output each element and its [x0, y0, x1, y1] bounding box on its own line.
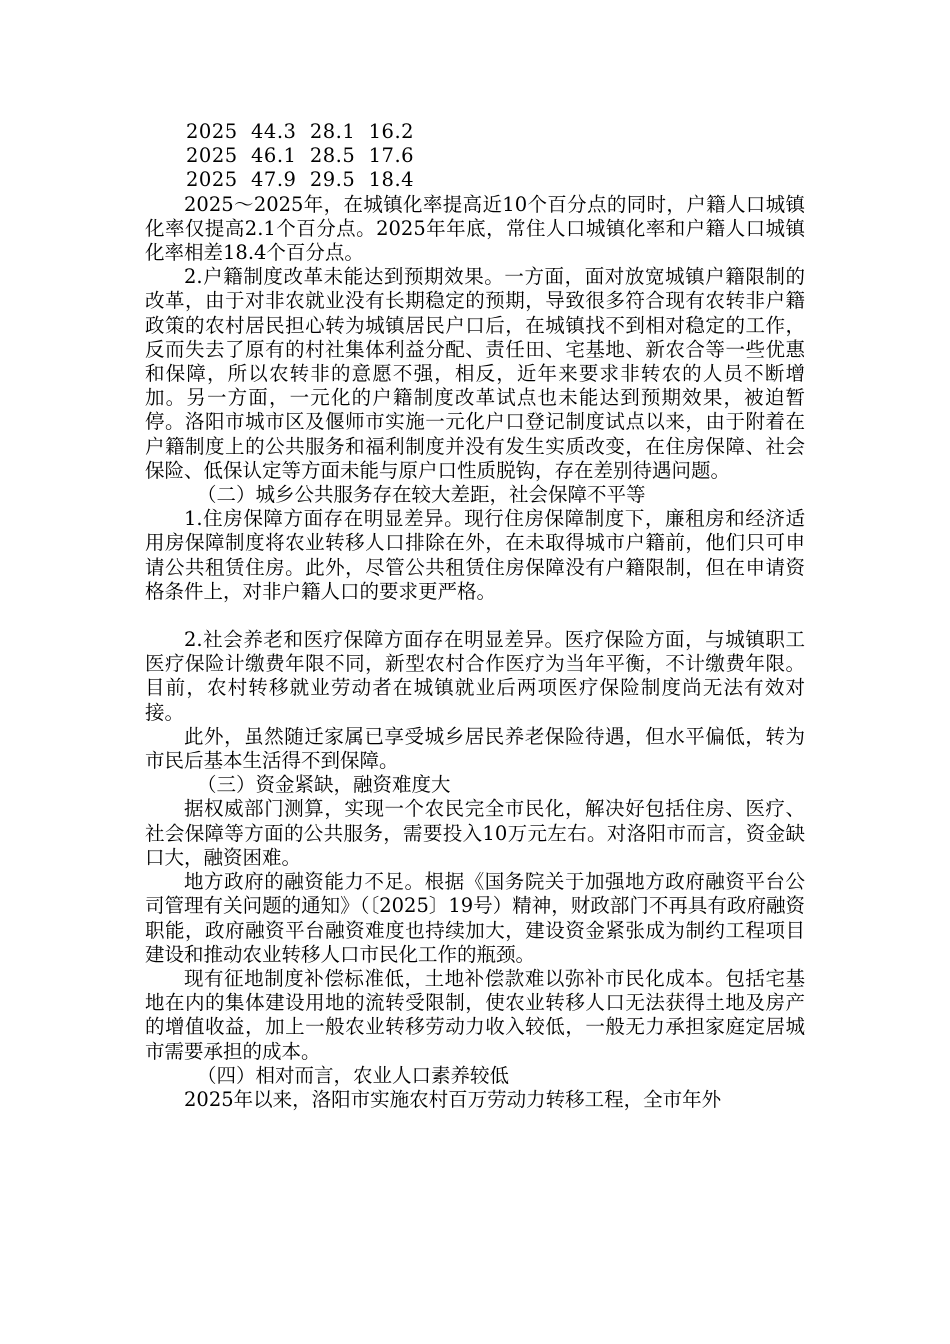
section-heading: （四）相对而言，农业人口素养较低	[197, 1063, 510, 1087]
section-heading: （三）资金紧缺，融资难度大	[197, 773, 451, 797]
paragraph: 此外，虽然随迁家属已享受城乡居民养老保险待遇，但水平偏低，转为市民后基本生活得不到保障。	[145, 724, 805, 773]
paragraph-spacer	[145, 604, 805, 628]
document-page	[145, 120, 805, 1112]
paragraph: 2025～2025年，在城镇化率提高近10个百分点的同时，户籍人口城镇化率仅提高2.1个百分点。2025年年底，常住人口城镇化率和户籍人口城镇化率相差18.4个百分点。	[145, 192, 805, 265]
table-row: 2025 46.1 28.5 17.6	[186, 144, 415, 168]
paragraph: 2.户籍制度改革未能达到预期效果。一方面，面对放宽城镇户籍限制的改革，由于对非农就业没有长期稳定的预期，导致很多符合现有农转非户籍政策的农村居民担心转为城镇居民户口后，在城镇找不到相对稳定的工作，反而失去了原有的村社集体利益分配、责任田、宅基地、新农合等一些优惠和保障，所以农转非的意愿不强，相反，近年来要求非转农的人员不断增加。另一方面，一元化的户籍制度改革试点也未能达到预期效果，被迫暂停。洛阳市城市区及偃师市实施一元化户口登记制度试点以来，由于附着在户籍制度上的公共服务和福利制度并没有发生实质改变，在住房保障、社会保险、低保认定等方面未能与原户口性质脱钩，存在差别待遇问题。	[145, 265, 805, 482]
section-heading: （二）城乡公共服务存在较大差距，社会保障不平等	[197, 483, 646, 507]
paragraph: 现有征地制度补偿标准低，土地补偿款难以弥补市民化成本。包括宅基地在内的集体建设用地的流转受限制，使农业转移人口无法获得土地及房产的增值收益，加上一般农业转移劳动力收入较低，一般无力承担家庭定居城市需要承担的成本。	[145, 966, 805, 1063]
paragraph: 2025年以来，洛阳市实施农村百万劳动力转移工程，全市年外	[184, 1087, 722, 1111]
paragraph: 地方政府的融资能力不足。根据《国务院关于加强地方政府融资平台公司管理有关问题的通知》（〔2025〕19号）精神，财政部门不再具有政府融资职能，政府融资平台融资难度也持续加大，建设资金紧张成为制约工程项目建设和推动农业转移人口市民化工作的瓶颈。	[145, 870, 805, 966]
table-row: 2025 47.9 29.5 18.4	[186, 168, 415, 192]
table-row: 2025 44.3 28.1 16.2	[186, 120, 415, 143]
paragraph: 1.住房保障方面存在明显差异。现行住房保障制度下，廉租房和经济适用房保障制度将农业转移人口排除在外，在未取得城市户籍前，他们只可申请公共租赁住房。此外，尽管公共租赁住房保障没有户籍限制，但在申请资格条件上，对非户籍人口的要求更严格。	[145, 507, 805, 603]
paragraph: 2.社会养老和医疗保障方面存在明显差异。医疗保险方面，与城镇职工医疗保险计缴费年限不同，新型农村合作医疗为当年平衡，不计缴费年限。目前，农村转移就业劳动者在城镇就业后两项医疗保险制度尚无法有效对接。	[145, 628, 805, 724]
paragraph: 据权威部门测算，实现一个农民完全市民化，解决好包括住房、医疗、社会保障等方面的公共服务，需要投入10万元左右。对洛阳市而言，资金缺口大，融资困难。	[145, 797, 805, 869]
